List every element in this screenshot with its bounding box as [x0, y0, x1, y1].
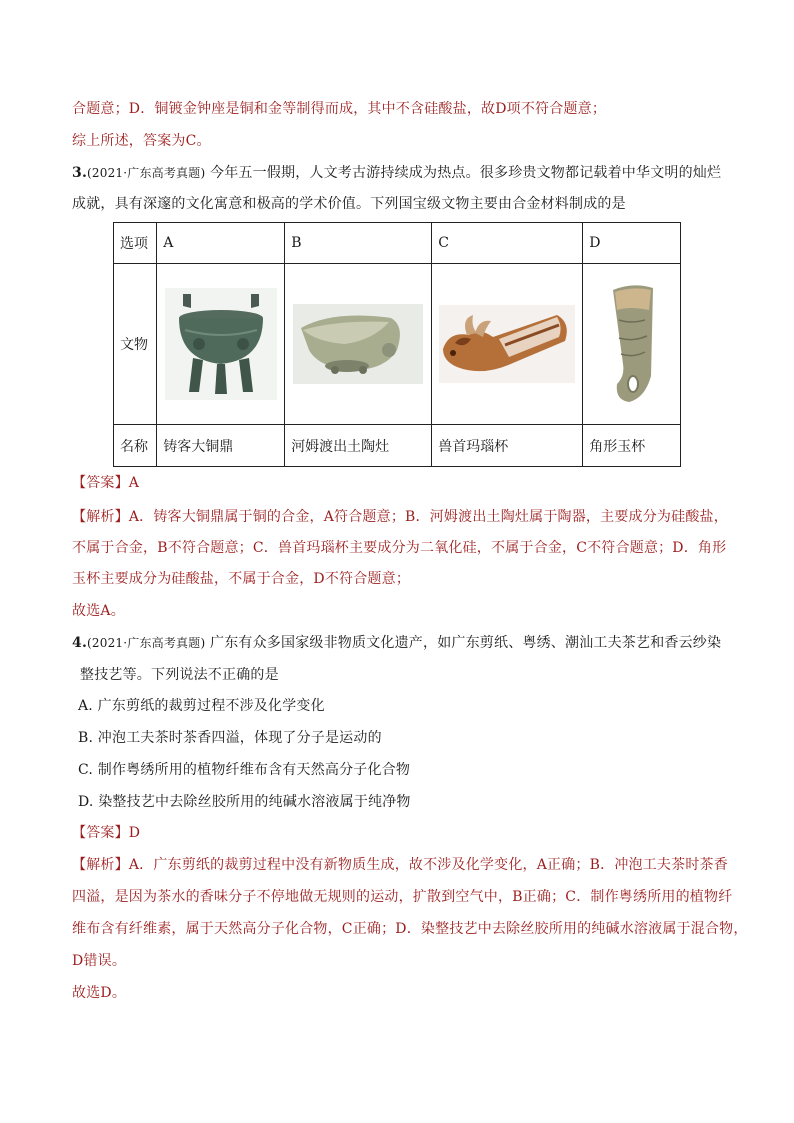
- agate-cup-image: [439, 305, 575, 383]
- q4-stem-text: 广东有众多国家级非物质文化遗产，如广东剪纸、粤绣、潮汕工夫茶艺和香云纱染: [205, 635, 722, 651]
- q4-option-b: B. 冲泡工夫茶时茶香四溢，体现了分子是运动的: [78, 730, 382, 746]
- q4-analysis-line1: [72, 855, 728, 875]
- pottery-stove-image: [293, 304, 423, 384]
- bronze-ding-image: [165, 288, 277, 400]
- q4-option-c: C. 制作粤绣所用的植物纤维布含有天然高分子化合物: [78, 762, 411, 778]
- q4-option-a: A. 广东剪纸的裁剪过程不涉及化学变化: [78, 698, 325, 714]
- table-image-row: [114, 264, 681, 425]
- q3-analysis-label: 【解析】: [72, 509, 129, 525]
- prev-summary: 综上所述，答案为C。: [72, 133, 211, 149]
- q3-conclusion: 故选A。: [72, 603, 125, 619]
- q4-source: (2021·广东高考真题): [87, 636, 206, 650]
- q4-analysis-label: 【解析】: [72, 857, 129, 873]
- q3-stem-line1: [72, 163, 722, 183]
- q4-answer: 【答案】D: [72, 825, 141, 841]
- q4-analysis-line3: 维布含有纤维素，属于天然高分子化合物，C正确；D．染整技艺中去除丝胶所用的纯碱水溶液属于混合物，: [72, 921, 748, 937]
- q3-answer: 【答案】A: [72, 475, 140, 491]
- horn-jade-cup-image: [605, 280, 659, 408]
- q4-option-d: D. 染整技艺中去除丝胶所用的纯碱水溶液属于纯净物: [78, 794, 411, 810]
- name-cell-b: 河姆渡出土陶灶: [285, 425, 432, 467]
- header-cell-b: B: [285, 223, 432, 264]
- q3-stem-text: 今年五一假期，人文考古游持续成为热点。很多珍贵文物都记载着中华文明的灿烂: [205, 165, 722, 181]
- q4-conclusion: 故选D。: [72, 985, 127, 1001]
- prev-analysis-tail: 合题意；D．铜镀金钟座是铜和金等制得而成，其中不含硅酸盐，故D项不符合题意；: [72, 101, 607, 117]
- q4-number: 4.: [72, 635, 88, 651]
- name-cell-a: 铸客大铜鼎: [157, 425, 285, 467]
- header-cell-a: A: [157, 223, 285, 264]
- header-cell-d: D: [583, 223, 681, 264]
- q3-analysis-line2: 不属于合金，B不符合题意；C．兽首玛瑙杯主要成分为二氧化硅，不属于合金，C不符合题意；D．角形: [72, 540, 727, 556]
- header-cell-option: 选项: [114, 223, 157, 264]
- image-cell-a: [157, 264, 285, 425]
- table-name-row: [114, 425, 681, 467]
- name-cell-d: 角形玉杯: [583, 425, 681, 467]
- q3-stem-line2: 成就，具有深邃的文化寓意和极高的学术价值。下列国宝级文物主要由合金材料制成的是: [72, 196, 626, 212]
- image-cell-b: [285, 264, 432, 425]
- q3-analysis-line3: 玉杯主要成分为硅酸盐，不属于合金，D不符合题意；: [72, 571, 411, 587]
- header-cell-c: C: [432, 223, 583, 264]
- q4-stem-line1: [72, 633, 722, 653]
- q4-analysis-line2: 四溢，是因为茶水的香味分子不停地做无规则的运动，扩散到空气中，B正确；C．制作粤绣所用的植物纤: [72, 889, 733, 905]
- q4-analysis-line4: D错误。: [72, 953, 127, 969]
- q3-analysis-text1: A．铸客大铜鼎属于铜的合金，A符合题意；B．河姆渡出土陶灶属于陶器，主要成分为硅酸盐，: [128, 509, 728, 525]
- artifact-table: [113, 222, 681, 467]
- name-cell-c: 兽首玛瑙杯: [432, 425, 583, 467]
- q3-source: (2021·广东高考真题): [87, 166, 206, 180]
- q4-stem-line2: 整技艺等。下列说法不正确的是: [80, 667, 279, 683]
- q3-analysis-line1: [72, 507, 728, 527]
- image-cell-d: [583, 264, 681, 425]
- q4-analysis-text1: A．广东剪纸的裁剪过程中没有新物质生成，故不涉及化学变化，A正确；B．冲泡工夫茶时茶香: [128, 857, 728, 873]
- table-header-row: [114, 223, 681, 264]
- q3-number: 3.: [72, 165, 88, 181]
- row-label-artifact: 文物: [114, 264, 157, 425]
- image-cell-c: [432, 264, 583, 425]
- row-label-name: 名称: [114, 425, 157, 467]
